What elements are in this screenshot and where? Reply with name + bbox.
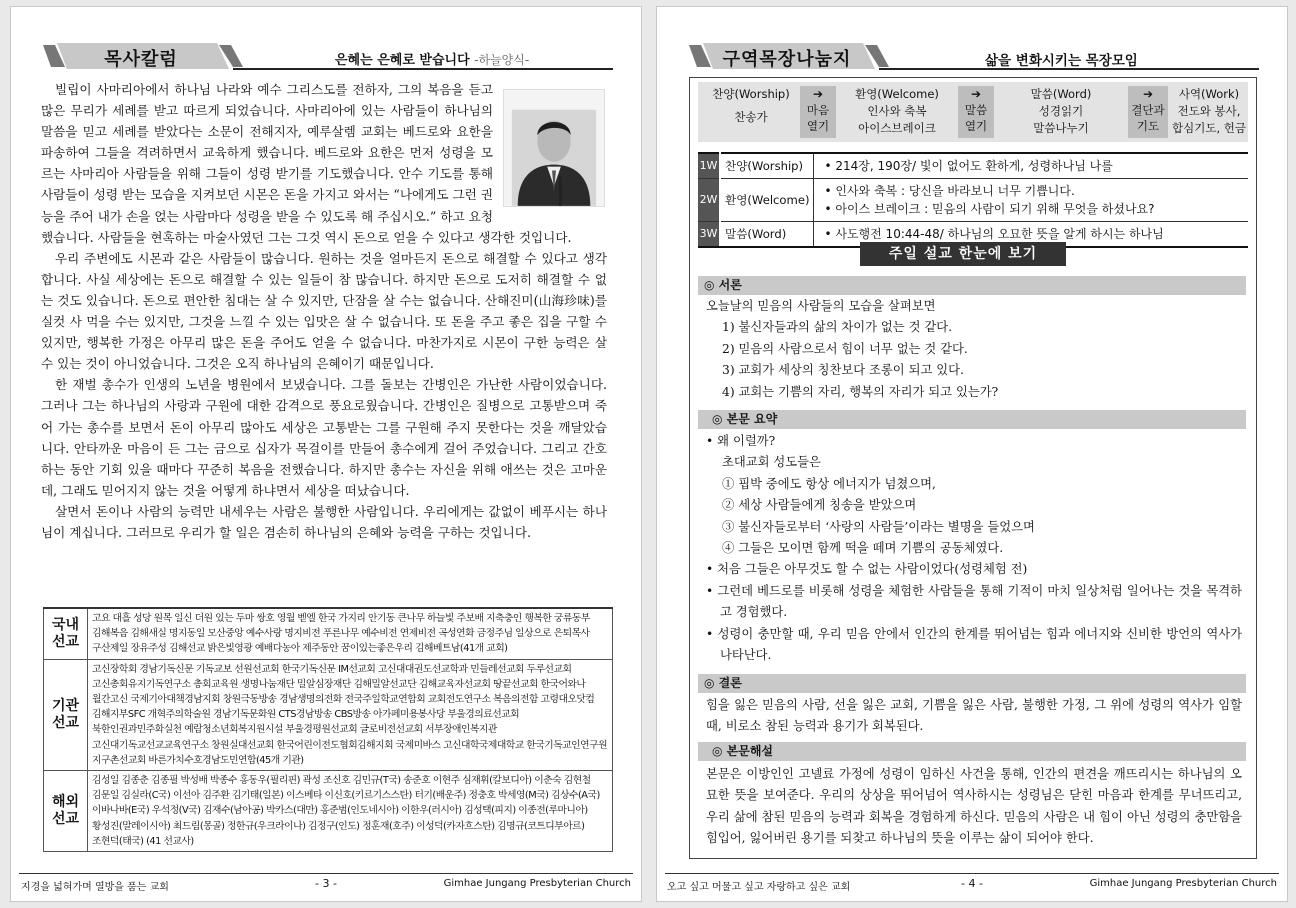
page-footer xyxy=(665,873,1279,891)
flow-step-desc: 성경읽기 말씀나누기 xyxy=(1033,104,1089,135)
commentary-text: 본문은 이방인인 고넬료 가정에 성령이 임하신 사건을 통해, 인간의 편견을 깨뜨리시는 하나님의 오묘한 뜻을 보여준다. 우리의 상상을 뛰어넘어 역사하시는 성령님은 닫힌 마음과 한계를 무너뜨리고, 우리 삶에 참된 믿음의 능력과 회복을 경험하게 하신다. 믿음의 사람은 내 힘이 아닌 성령의 충만함을 힘입어, 잃어버린 용기를 되찾고 하나님의 뜻을 이루는 삶이 되어야 한다. xyxy=(706,767,1242,846)
summary-item: ③ 불신자들로부터 ‘사랑의 사람들’이라는 별명을 들었으며 xyxy=(722,519,1035,534)
column-header xyxy=(43,43,613,71)
arrow-right-icon: ➔ xyxy=(1142,87,1154,101)
flow-step-desc: 찬송가 xyxy=(734,110,768,124)
page-number: - 4 - xyxy=(961,877,983,890)
flow-step-desc: 전도와 봉사, 합심기도, 헌금 xyxy=(1172,104,1246,135)
summary-question: • 왜 이럴까? xyxy=(706,434,776,448)
conclusion-heading: ◎ 결론 xyxy=(698,674,1246,693)
column-paragraph-3: 한 재벌 총수가 인생의 노년을 병원에서 보냈습니다. 그를 돌보는 간병인은 가난한 사람이었습니다. 그러나 그는 하나님의 사랑과 구원에 대한 감격으로 풍요로웠습니다. 간병인은 질병으로 고통받으며 죽어 가는 총수를 보면서 돈이 아무리 많아도 세상은 고통받는 그를 구원해 주지 못한다는 것을 깨달았습니다. 안타까운 마음이 든 그는 금으로 십자가 목걸이를 만들어 총수에게 걸어 주었습니다. 그리고 간호하는 동안 기회 있을 때마다 꾸준히 복음을 전했습니다. 하지만 총수는 자신을 위해 애쓰는 것은 고마운데, 그래도 믿어지지 않는 것을 어떻게 하냐면서 세상을 떠났습니다. xyxy=(41,377,607,498)
flow-step-word xyxy=(996,86,1126,137)
week-row-1 xyxy=(698,153,1248,179)
flow-transition-label: 결단과 기도 xyxy=(1131,103,1165,133)
page-4 xyxy=(656,6,1288,902)
week-line: • 사도행전 10:44-48/ 하나님의 오묘한 뜻을 알게 하시는 하나님 xyxy=(824,227,1164,241)
week-row-2 xyxy=(698,179,1248,222)
page-number: - 3 - xyxy=(315,877,337,890)
summary-bullet: • 성령이 충만할 때, 우리 믿음 안에서 인간의 한계를 뛰어넘는 힘과 에너지와 신비한 방언의 역사가 나타난다. xyxy=(706,626,1242,663)
summary-lead: 초대교회 성도들은 xyxy=(722,455,821,470)
commentary-heading: ◎ 본문해설 xyxy=(698,742,1246,761)
week-content xyxy=(814,179,1248,222)
summary-item: ① 핍박 중에도 항상 에너지가 넘쳤으며, xyxy=(722,476,936,491)
week-line: • 214장, 190장/ 빛이 없어도 환하게, 성령하나님 나를 xyxy=(824,159,1113,173)
cell-group-header xyxy=(689,43,1259,71)
mission-text-overseas: 김성일 김종춘 김종필 박성배 박종수 홍동우(필리핀) 곽성 조신호 김민규(T국) 송준호 이현주 심재휘(칼보디아) 이춘숙 김현철 김문일 김실라(C국) 이선아 김주환 김기태(일본) 이스베타 이신호(키르기스스탄) 터기(배운주) 정충호 박세영(M국) 김상수(A국) 이바나바(E국) 우석정(V국) 김재수(남아공) 박카스(대만) 홍준범(인도네시아) 이한우(러시아) 김성택(피지) 이종전(루마니아) 황성진(말레이시아) 최드림(몽골) 정한규(우크라이나) 김정구(인도) 정훈재(호주) 이성덕(카자흐스탄) 김명규(코트디부아르) 조현덕(태국) (41 선교사) xyxy=(88,771,613,852)
week-name: 말씀(Word) xyxy=(720,222,814,248)
summary-bullet: • 처음 그들은 아무것도 할 수 없는 사람이었다(성령체험 전) xyxy=(706,562,1028,577)
summary-item: ④ 그들은 모이면 함께 떡을 떼며 기쁨의 공동체였다. xyxy=(722,541,1004,556)
flow-transition-label: 마음 열기 xyxy=(806,103,830,133)
weekly-program-table xyxy=(698,152,1248,248)
page-footer xyxy=(19,873,633,891)
mission-table xyxy=(43,607,613,852)
intro-body xyxy=(706,296,1242,403)
flow-transition-label: 말씀 열기 xyxy=(964,103,988,133)
church-name: Gimhae Jungang Presbyterian Church xyxy=(1089,878,1277,889)
subtitle-text: 은혜는 은혜로 받습니다 xyxy=(335,53,470,68)
intro-heading: ◎ 서론 xyxy=(698,276,1246,295)
meeting-flow xyxy=(698,82,1248,142)
page-3 xyxy=(10,6,642,902)
week-line: • 인사와 축복 : 당신을 바라보니 너무 기쁩니다. xyxy=(824,184,1075,198)
footer-motto: 오고 싶고 머물고 싶고 자랑하고 싶은 교회 xyxy=(667,882,851,893)
summary-body xyxy=(706,431,1242,666)
intro-item: 2) 믿음의 사람으로서 힘이 너무 없는 것 같다. xyxy=(722,341,968,356)
mission-label-domestic: 국내 선교 xyxy=(44,608,88,659)
column-paragraph-1: 빌립이 사마리아에서 하나님 나라와 예수 그리스도를 전하자, 그의 복음을 듣고 많은 무리가 세례를 받고 따르게 되었습니다. 사마리아에 있는 사람들이 하나님의 말씀을 믿고 세례를 받았다는 소문이 전해지자, 예루살렘 교회는 베드로와 요한을 파송하여 그들을 격려하면서 교육하게 했습니다. 베드로와 요한은 먼저 성령을 모르는 사마리아 사람들을 위해 그들이 성령 받기를 기도했습니다. 안수 기도를 통해 사람들이 성령 받는 모습을 지켜보던 시몬은 돈을 가지고 와서는 “나에게도 그런 권능을 주어 내가 손을 얹는 사람마다 성령을 받을 수 있도록 해 주십시오.” 하고 요청했습니다. 사람들을 현혹하는 마술사였던 그는 그것 역시 돈으로 얻을 수 있다고 생각한 것입니다. xyxy=(41,82,572,245)
flow-arrow-1 xyxy=(800,86,836,138)
flow-step-title: 찬양(Worship) xyxy=(712,87,790,101)
summary-heading: ◎ 본문 요약 xyxy=(698,410,1246,429)
column-body xyxy=(41,79,607,543)
mission-row-overseas xyxy=(44,771,613,852)
flow-step-title: 환영(Welcome) xyxy=(855,87,939,101)
intro-item: 3) 교회가 세상의 칭찬보다 조롱이 되고 있다. xyxy=(722,363,964,378)
flow-step-worship xyxy=(704,86,798,126)
flow-arrow-2 xyxy=(958,86,994,138)
week-line: • 아이스 브레이크 : 믿음의 사람이 되기 위해 무엇을 하셨나요? xyxy=(824,202,1155,216)
flow-step-work xyxy=(1170,86,1248,137)
cell-group-frame xyxy=(689,77,1257,859)
pastor-photo xyxy=(503,89,605,207)
intro-lead: 오늘날의 믿음의 사람들의 모습을 살펴보면 xyxy=(706,299,936,313)
sermon-summary-title: 주일 설교 한눈에 보기 xyxy=(860,242,1066,266)
mission-label-overseas: 해외 선교 xyxy=(44,771,88,852)
flow-step-desc: 인사와 축복 아이스브레이크 xyxy=(858,104,936,135)
flow-step-title: 말씀(Word) xyxy=(1030,87,1092,101)
week-name: 찬양(Worship) xyxy=(720,153,814,179)
flow-step-title: 사역(Work) xyxy=(1178,87,1240,101)
mission-row-domestic xyxy=(44,608,613,659)
church-name: Gimhae Jungang Presbyterian Church xyxy=(443,878,631,889)
arrow-right-icon: ➔ xyxy=(970,87,982,101)
header-rule xyxy=(233,68,613,70)
mission-row-institution xyxy=(44,659,613,770)
cell-group-subtitle: 삶을 변화시키는 목장모임 xyxy=(985,53,1138,69)
week-badge: 3W xyxy=(698,222,720,248)
week-content xyxy=(814,153,1248,179)
conclusion-text: 힘을 잃은 믿음의 사람, 선을 잃은 교회, 기쁨을 잃은 사람, 불행한 가정, 그 위에 성령의 역사가 임할 때, 비로소 참된 능력과 용기가 회복된다. xyxy=(706,698,1242,734)
week-badge: 2W xyxy=(698,179,720,222)
intro-item: 1) 불신자들과의 삶의 차이가 없는 것 같다. xyxy=(722,320,953,335)
week-badge: 1W xyxy=(698,153,720,179)
subtitle-note: -하늘양식- xyxy=(474,53,530,67)
mission-text-institution: 고신장학회 경남기독신문 기독교보 선원선교회 한국기독신문 IM선교회 고신대대권도선교학과 민들레선교회 두루선교회 고신총회유지기독연구소 총회교육원 생명나눔재단 밀알심장재단 김해밀알선교단 김해교육자선교회 땅끝선교회 한국어와나 월간고신 국제기아대책경남지회 창원극동방송 경남생명의전화 전국주일학교연합회 교회전도연구소 복음의전함 고령대오닷컴 김해지부SFC 개혁주의학술원 경남기독문화원 CTS경남방송 CBS방송 아가페미용봉사당 부울경의료선교회 북한인권과민주화실천 예람청소년회복지원시설 부울경평원선교회 글로비전선교회 서부장애인복지관 고신대기독교선교교육연구소 창원실대선교회 한국어린이전도협회김해지회 국제미바스 고신대학국제대학교 한국기독교인연구원 지구촌선교회 바른가치수호경남도민연합(45개 기관) xyxy=(88,659,613,770)
flow-arrow-3 xyxy=(1128,86,1168,138)
summary-item: ② 세상 사람들에게 칭송을 받았으며 xyxy=(722,498,917,513)
summary-bullet: • 그런데 베드로를 비롯해 성령을 체험한 사람들을 통해 기적이 마치 일상처럼 일어나는 것을 목격하고 경험했다. xyxy=(706,583,1242,620)
footer-motto: 지경을 넓혀가며 열방을 품는 교회 xyxy=(21,882,169,893)
flow-step-welcome xyxy=(838,86,956,137)
column-subtitle xyxy=(335,49,529,68)
column-paragraph-2: 우리 주변에도 시몬과 같은 사람들이 많습니다. 원하는 것을 얼마든지 돈으로 해결할 수 있다고 생각합니다. 사실 세상에는 돈으로 해결할 수 있는 일들이 참 많습니다. 하지만 돈으로 도저히 해결할 수 없는 것도 있습니다. 돈으로 편안한 침대는 살 수 있지만, 단잠을 살 수는 없습니다. 산해진미(山海珍味)를 실컷 사 먹을 수는 있지만, 그것을 느낄 수 있는 입맛은 살 수 없습니다. 또 돈을 주고 좋은 집을 구할 수 있지만, 행복한 가정은 아무리 많은 돈을 주어도 얻을 수 없습니다. 마찬가지로 시몬이 구한 능력은 살 수 있는 것이 아니었습니다. 그것은 오직 하나님의 은혜이기 때문입니다. xyxy=(41,250,607,372)
section-title: 구역목장나눔지 xyxy=(722,49,852,70)
section-title: 목사칼럼 xyxy=(104,49,178,70)
mission-label-institution: 기관 선교 xyxy=(44,659,88,770)
intro-item: 4) 교회는 기쁨의 자리, 행복의 자리가 되고 있는가? xyxy=(722,384,999,399)
mission-text-domestic: 고요 대흘 성당 원목 일신 더원 있는 두마 쌍호 영월 벧엘 한국 가지리 안기동 큰나무 하늘빛 주보배 지축충인 행복한 궁류동부 김해복음 김해새실 명지동일 모산중앙 예수사랑 명지비전 푸른나무 예수비전 연제비전 곡성연화 금정주님 일상으로 은퇴목사 구산제일 장유주성 김해선교 밝은빛영광 예배다농아 제주동안 꿈이있는좋은우리 김해베트남(41개 교회) xyxy=(88,608,613,659)
arrow-right-icon: ➔ xyxy=(812,87,824,101)
week-name: 환영(Welcome) xyxy=(720,179,814,222)
column-paragraph-4: 살면서 돈이나 사람의 능력만 내세우는 사람은 불행한 사람입니다. 우리에게는 값없이 베푸시는 하나님이 계십니다. 그러므로 우리가 할 일은 겸손히 하나님의 은혜와 능력을 구하는 것입니다. xyxy=(41,503,607,540)
